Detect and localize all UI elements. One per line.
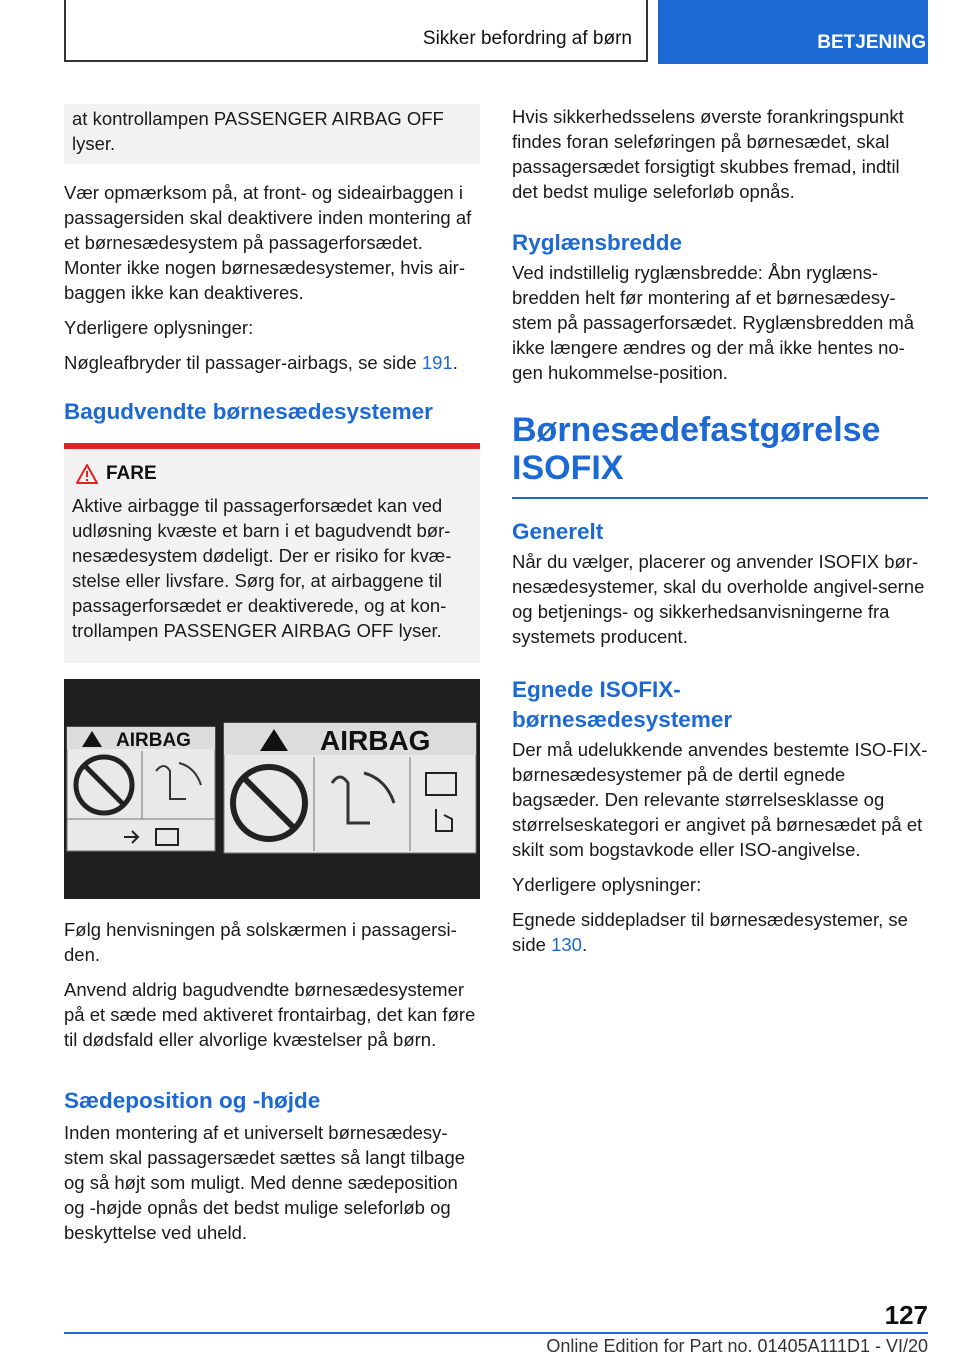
heading-seat-position: Sædeposition og -højde: [64, 1088, 321, 1113]
paragraph: Vær opmærksom på, at front- og sideairbaggen i passagersiden skal deaktivere inden montering af et børnesædesystem på passagerforsædet. Monter ikke nogen børnesædesystemer, hvis air-baggen ikke kan deaktiveres.: [64, 182, 472, 303]
heading-suitable-isofix: Egnede ISOFIX- børnesædesystemer: [512, 677, 733, 732]
right-column: [512, 104, 928, 967]
paragraph: Når du vælger, placerer og anvender ISOFIX bør-nesædesystemer, skal du overholde angivel-serne og betjenings- og sikkerhedsanvisningerne fra systemets producent.: [512, 551, 925, 647]
paragraph: Nøgleafbryder til passager-airbags, se side 191.: [64, 352, 458, 373]
header-frame: [64, 0, 648, 62]
heading-rear-facing: Bagudvendte børnesædesystemer: [64, 399, 433, 424]
paragraph: Inden montering af et universelt børnesædesy-stem skal passagersædet sættes så langt tilbage og så højt som muligt. Med denne sædeposition og -højde opnås det bedst mulige seleforløb og beskyttelse ved uheld.: [64, 1122, 466, 1243]
heading-general: Generelt: [512, 519, 604, 544]
paragraph: Egnede siddepladser til børnesædesystemer, se side 130.: [512, 909, 908, 955]
page-link-130[interactable]: 130: [551, 934, 582, 955]
large-airbag-label: AIRBAG: [320, 725, 431, 756]
danger-header: [76, 463, 472, 485]
heading-isofix: Børnesædefastgørelse ISOFIX: [512, 411, 881, 487]
continued-warning-text: at kontrollampen PASSENGER AIRBAG OFF lyser.: [72, 108, 444, 154]
paragraph: Ved indstillelig ryglænsbredde: Åbn ryglæns-bredden helt før montering af et børnesædesy-stem på passagerforsædet. Ryglænsbredden må ikke længere ændres og der må ikke hentes no-gen hukommelse-position.: [512, 262, 915, 383]
small-airbag-label: AIRBAG: [116, 730, 191, 751]
paragraph: Yderligere oplysninger:: [512, 874, 702, 895]
chapter-tab[interactable]: [658, 0, 928, 64]
page-link-191[interactable]: 191: [421, 352, 453, 373]
edition-text: Online Edition for Part no. 01405A111D1 - VI/20: [546, 1336, 928, 1356]
paragraph: Yderligere oplysninger:: [64, 317, 254, 338]
paragraph: Der må udelukkende anvendes bestemte ISO-FIX-børnesædesystemer på de dertil egnede bagsæder. Den relevante størrelsesklasse og størrelseskategori er angivet på børnesædet på et skilt som bogstavkode eller ISO-angivelse.: [512, 739, 928, 860]
page-number: 127: [884, 1300, 928, 1330]
danger-text: Aktive airbagge til passagerforsædet kan ved udløsning kvæste et barn i et bagudvendt bør-nesædesystem dødeligt. Der er risiko for kvæ-stelse eller livsfare. Sørg for, at airbaggene til passagerforsædet er deaktiverede, og at kon-trollampen PASSENGER AIRBAG OFF lyser.: [72, 495, 452, 641]
page-header: [64, 0, 928, 64]
airbag-label-photo: [64, 679, 480, 899]
paragraph: Følg henvisningen på solskærmen i passagersi-den.: [64, 919, 457, 965]
continued-warning-box: [64, 104, 480, 164]
footer-rule: [64, 1332, 928, 1334]
heading-backrest-width: Ryglænsbredde: [512, 230, 683, 255]
airbag-sticker-illustration: [64, 679, 480, 899]
danger-box: [64, 449, 480, 663]
paragraph: Hvis sikkerhedsselens øverste forankringspunkt findes foran seleføringen på børnesædet, skal passagersædet forsigtigt skubbes fremad, indtil det bedst mulige seleforløb opnås.: [512, 106, 904, 202]
left-column: [64, 104, 480, 1255]
section-rule: [512, 497, 928, 499]
section-title: Sikker befordring af børn: [422, 28, 632, 49]
paragraph: Anvend aldrig bagudvendte børnesædesystemer på et sæde med aktiveret frontairbag, det kan føre til dødsfald eller alvorlige kvæstelser på børn.: [64, 979, 476, 1050]
warning-triangle-icon: [76, 464, 98, 484]
danger-label: FARE: [106, 463, 157, 484]
chapter-tab-label: BETJENING: [817, 32, 926, 53]
